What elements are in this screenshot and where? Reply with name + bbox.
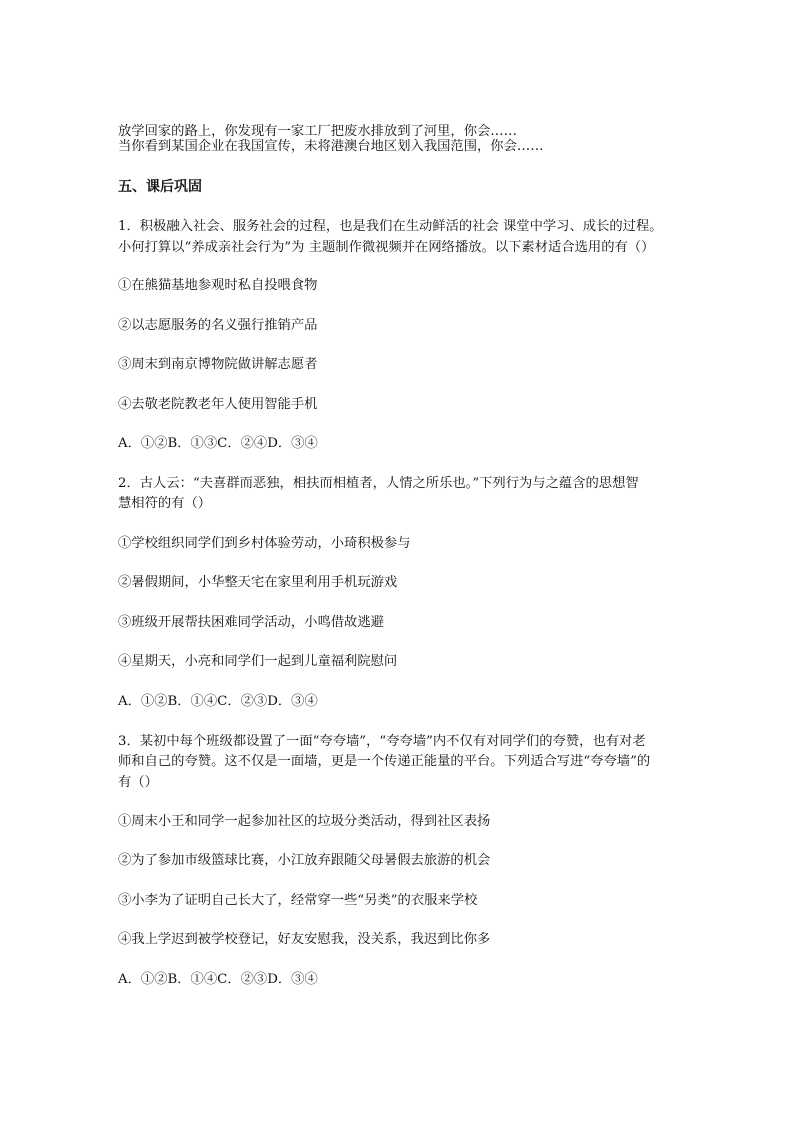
q3-answer-choices: A．①②B．①④C．②③D．③④ xyxy=(118,972,318,987)
q3-option-3: ③小李为了证明自己长大了，经常穿一些“另类”的衣服来学校 xyxy=(118,893,478,908)
q3-option-4: ④我上学迟到被学校登记，好友安慰我，没关系，我迟到比你多 xyxy=(118,932,491,947)
q1-option-2: ②以志愿服务的名义强行推销产品 xyxy=(118,318,318,333)
q3-option-2: ②为了参加市级篮球比赛，小江放弃跟随父母暑假去旅游的机会 xyxy=(118,853,491,868)
q2-stem-line-1: 2．古人云：“夫喜群而恶独，相扶而相植者，人情之所乐也。”下列行为与之蕴含的思想智 xyxy=(118,476,639,491)
intro-paragraph-2: 当你看到某国企业在我国宣传，未将港澳台地区划入我国范围，你会…… xyxy=(118,139,544,154)
q2-stem-line-2: 慧相符的有（） xyxy=(118,496,212,511)
intro-paragraph-1: 放学回家的路上，你发现有一家工厂把废水排放到了河里，你会…… xyxy=(118,124,517,139)
q1-option-3: ③周末到南京博物院做讲解志愿者 xyxy=(118,357,318,372)
section-title: 五、课后巩固 xyxy=(118,179,202,195)
q2-option-3: ③班级开展帮扶困难同学活动，小鸣借故逃避 xyxy=(118,615,384,630)
q1-stem-line-2: 小何打算以“养成亲社会行为”为 主题制作微视频并在网络播放。以下素材适合选用的有（） xyxy=(118,240,655,255)
q3-stem-line-1: 3．某初中每个班级都设置了一面“夸夸墙”，“夸夸墙”内不仅有对同学们的夸赞，也有对老 xyxy=(118,734,646,749)
q1-stem-line-1: 1．积极融入社会、服务社会的过程，也是我们在生动鲜活的社会 课堂中学习、成长的过程。 xyxy=(118,219,663,234)
q2-option-4: ④星期天，小亮和同学们一起到儿童福利院慰问 xyxy=(118,654,398,669)
q2-option-2: ②暑假期间，小华整天宅在家里利用手机玩游戏 xyxy=(118,575,398,590)
q3-stem-line-2: 师和自己的夸赞。这不仅是一面墙，更是一个传递正能量的平台。下列适合写进“夸夸墙”的 xyxy=(118,754,651,769)
q3-stem-line-3: 有（） xyxy=(118,775,158,790)
q2-answer-choices: A．①②B．①④C．②③D．③④ xyxy=(118,694,318,709)
q1-option-1: ①在熊猫基地参观时私自投喂食物 xyxy=(118,278,318,293)
q1-answer-choices: A．①②B．①③C．②④D．③④ xyxy=(118,436,318,451)
q3-option-1: ①周末小王和同学一起参加社区的垃圾分类活动，得到社区表扬 xyxy=(118,814,491,829)
q2-option-1: ①学校组织同学们到乡村体验劳动，小琦积极参与 xyxy=(118,536,411,551)
q1-option-4: ④去敬老院教老年人使用智能手机 xyxy=(118,397,318,412)
